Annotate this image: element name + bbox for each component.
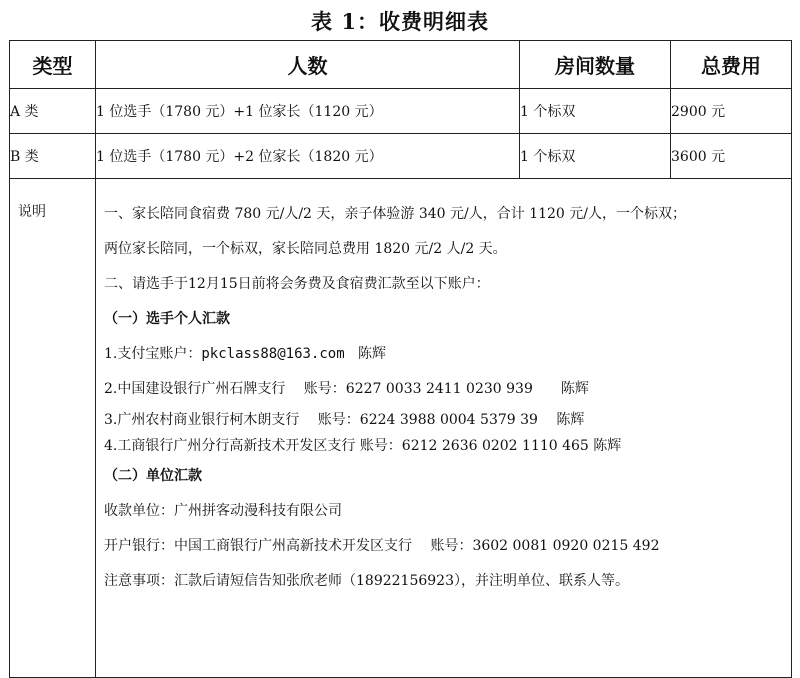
row-type: B 类 bbox=[10, 134, 96, 179]
section-company-heading: （二）单位汇款 bbox=[104, 468, 202, 484]
row-rooms: 1 个标双 bbox=[520, 89, 671, 134]
row-total: 3600 元 bbox=[671, 134, 792, 179]
header-row bbox=[10, 41, 792, 89]
table-title: 表 1：收费明细表 bbox=[311, 9, 489, 34]
header-total: 总费用 bbox=[671, 41, 792, 89]
bank-line-3: 4.工商银行广州分行高新技术开发区支行 账号：6212 2636 0202 1110 465 陈辉 bbox=[104, 438, 622, 454]
header-rooms: 房间数量 bbox=[520, 41, 671, 89]
alipay-name: 陈辉 bbox=[358, 346, 387, 362]
notes-label: 说明 bbox=[10, 179, 96, 678]
note-line-1: 一、家长陪同食宿费 780 元/人/2 天，亲子体验游 340 元/人，合计 1120 元/人，一个标双； bbox=[104, 206, 686, 222]
row-people: 1 位选手（1780 元）+2 位家长（1820 元） bbox=[96, 134, 520, 179]
company-bank-line: 开户银行：中国工商银行广州高新技术开发区支行 账号：3602 0081 0920 0215 492 bbox=[104, 538, 660, 554]
payee-line: 收款单位：广州拼客动漫科技有限公司 bbox=[104, 503, 342, 519]
header-type: 类型 bbox=[10, 41, 96, 89]
notes-cell bbox=[96, 179, 792, 678]
notes-row bbox=[10, 179, 792, 678]
note-line-3: 二、请选手于12月15日前将会务费及食宿费汇款至以下账户： bbox=[104, 276, 490, 292]
row-total: 2900 元 bbox=[671, 89, 792, 134]
row-type: A 类 bbox=[10, 89, 96, 134]
alipay-prefix: 1.支付宝账户： bbox=[104, 346, 202, 362]
alipay-line bbox=[104, 337, 791, 372]
row-people: 1 位选手（1780 元）+1 位家长（1120 元） bbox=[96, 89, 520, 134]
notice-line: 注意事项：汇款后请短信告知张欣老师（18922156923），并注明单位、联系人等。 bbox=[104, 573, 629, 589]
fee-table bbox=[9, 40, 792, 678]
header-people: 人数 bbox=[96, 41, 520, 89]
alipay-account: pkclass88@163.com bbox=[201, 346, 345, 362]
table-row bbox=[10, 89, 792, 134]
bank-line-1: 2.中国建设银行广州石牌支行 账号：6227 0033 2411 0230 939 陈辉 bbox=[104, 381, 589, 397]
section-personal-heading: （一）选手个人汇款 bbox=[104, 311, 230, 327]
note-line-2: 两位家长陪同，一个标双，家长陪同总费用 1820 元/2 人/2 天。 bbox=[104, 241, 507, 257]
row-rooms: 1 个标双 bbox=[520, 134, 671, 179]
table-row bbox=[10, 134, 792, 179]
bank-line-2: 3.广州农村商业银行柯木朗支行 账号：6224 3988 0004 5379 39 陈辉 bbox=[104, 412, 585, 428]
